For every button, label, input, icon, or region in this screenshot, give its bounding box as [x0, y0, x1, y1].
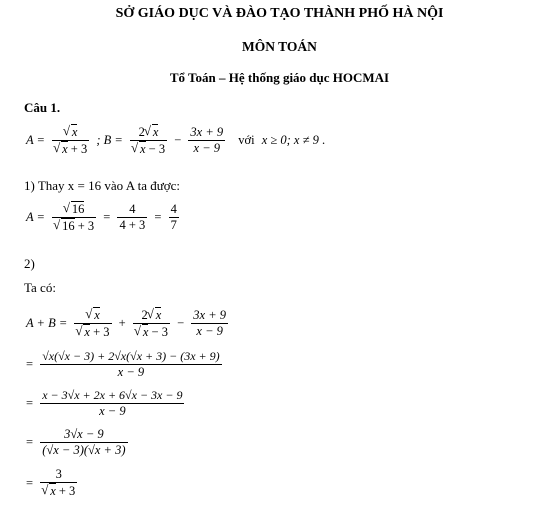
step2: = $\frac{x - 3√x + 2x + 6√x - 3x - 9}{x - 9}$ — [26, 388, 183, 418]
step4: = 3 √ x + 3 — [24, 467, 79, 499]
given-end: . — [321, 133, 326, 147]
sum-frac-b2: $\frac{3x + 9}{x - 9}$ — [193, 308, 227, 338]
given-a-label: A = — [26, 133, 45, 147]
step1-frac: $\frac{√x(√x - 3) + 2√x(√x + 3) - (3x + 9)}{x - 9}$ — [42, 349, 220, 379]
given-sep: ; B = — [96, 133, 123, 147]
header-ministry: SỞ GIÁO DỤC VÀ ĐÀO TẠO THÀNH PHỐ HÀ NỘI — [115, 6, 444, 21]
frac-b1: 2√ x √ x − 3 — [130, 124, 167, 157]
frac-b2: $\frac{3x + 9}{x - 9}$ — [190, 125, 224, 155]
part2-label: 2) — [24, 256, 35, 271]
header-subject: MÔN TOÁN — [242, 39, 317, 54]
part1-computation: A = √ 16 √ 16 + 3 = $\frac{4}{4 + 3}$ = $\frac{4}{7}$ — [24, 201, 181, 234]
frac-sqrt16: √ 16 √ 16 + 3 — [52, 201, 96, 234]
sum-expression: A + B = √ x √ x + 3 + 2√ x √ x − 3 − $\frac{3x + 9}{x - 9}$ — [24, 307, 230, 340]
sum-frac-b1: 2√ x √ x − 3 — [133, 307, 170, 340]
frac-a: √ x √ x + 3 — [52, 124, 89, 157]
step2-frac: $\frac{x - 3√x + 2x + 6√x - 3x - 9}{x - 9}$ — [42, 388, 183, 418]
step3: = $\frac{3√x - 9}{(√x - 3)(√x + 3)}$ — [26, 427, 126, 457]
given-expressions: A = √ x √ x + 3 ; B = 2√ x √ x − 3 − $\frac{3x + 9}{x - 9}$ với x ≥ 0; x ≠ 9 . — [24, 124, 325, 157]
part1-text: 1) Thay x = 16 vào A ta được: — [24, 178, 181, 193]
taco-label: Ta có: — [24, 280, 56, 295]
header-team: Tổ Toán – Hệ thống giáo dục HOCMAI — [169, 70, 390, 85]
sum-frac-a: √ x √ x + 3 — [74, 307, 111, 340]
step4-frac: 3 √ x + 3 — [40, 467, 77, 499]
frac-4-over-4plus3: $\frac{4}{4 + 3}$ — [119, 202, 146, 232]
step3-frac: $\frac{3√x - 9}{(√x - 3)(√x + 3)}$ — [42, 427, 126, 457]
step1: = $\frac{√x(√x - 3) + 2√x(√x + 3) - (3x + 9)}{x - 9}$ — [26, 349, 220, 379]
frac-4-over-7: $\frac{4}{7}$ — [170, 202, 177, 232]
given-condition: x ≥ 0; x ≠ 9 — [261, 133, 319, 147]
question-title: Câu 1. — [24, 100, 61, 115]
given-cond-word: với — [238, 133, 255, 147]
